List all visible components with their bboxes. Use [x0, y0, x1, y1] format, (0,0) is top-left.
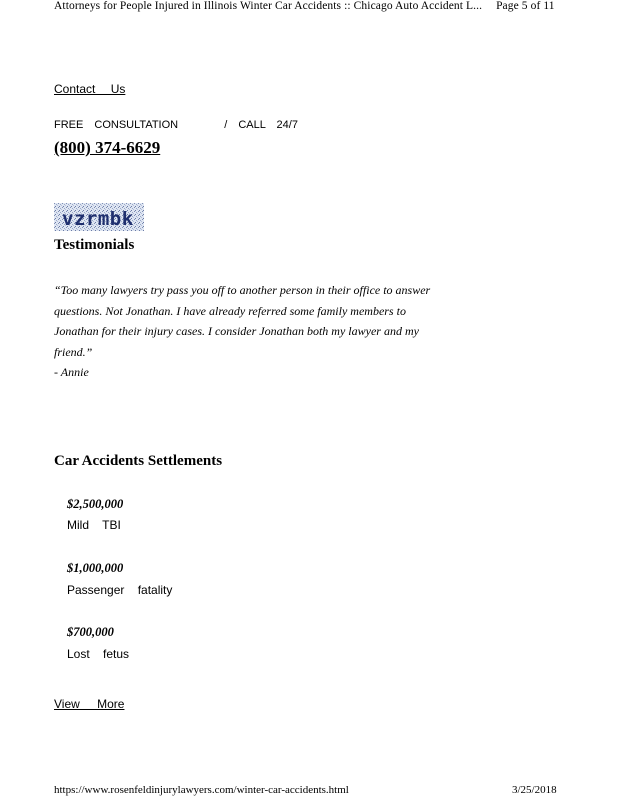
settlement-description: Passenger fatality — [67, 583, 173, 597]
testimonial-quote — [54, 280, 434, 383]
view-more-link[interactable]: View More — [54, 697, 125, 711]
captcha-text: vzrmbk — [62, 208, 134, 230]
free-consultation-label: FREE CONSULTATION — [54, 119, 179, 131]
call-247-label: / CALL 24/7 — [224, 119, 298, 131]
settlement-amount: $700,000 — [67, 625, 114, 639]
quote-line: questions. Not Jonathan. I have already referred some family members to — [54, 303, 406, 318]
contact-us-link[interactable]: Contact Us — [54, 82, 126, 96]
page-number: Page 5 of 11 — [496, 0, 555, 12]
quote-line: friend.” — [54, 344, 93, 359]
print-header — [54, 0, 555, 12]
quote-line: “Too many lawyers try pass you off to another person in their office to answer — [54, 283, 431, 297]
settlement-description: Mild TBI — [67, 518, 121, 532]
settlement-amount: $2,500,000 — [67, 497, 124, 511]
footer-date: 3/25/2018 — [512, 784, 557, 796]
footer-url: https://www.rosenfeldinjurylawyers.com/winter-car-accidents.html — [54, 784, 349, 796]
page-header-title: Attorneys for People Injured in Illinois Winter Car Accidents :: Chicago Auto Accident L... — [54, 0, 483, 12]
settlements-heading: Car Accidents Settlements — [54, 453, 223, 469]
settlement-amount: $1,000,000 — [67, 561, 124, 575]
settlement-description: Lost fetus — [67, 647, 130, 661]
quote-author: - Annie — [54, 365, 89, 379]
free-consultation — [54, 119, 298, 131]
quote-line: Jonathan for their injury cases. I consider Jonathan both my lawyer and my — [54, 324, 419, 338]
testimonials-heading: Testimonials — [54, 237, 135, 253]
phone-link[interactable]: (800) 374-6629 — [54, 138, 161, 157]
captcha-image — [54, 203, 144, 231]
